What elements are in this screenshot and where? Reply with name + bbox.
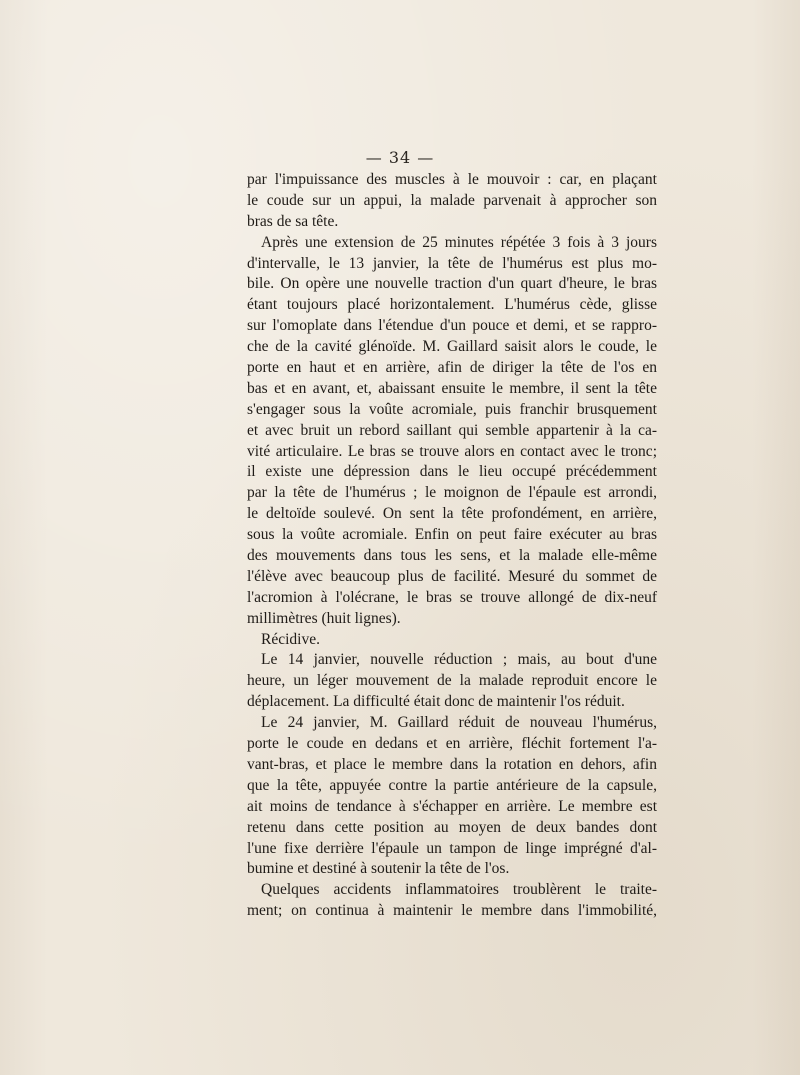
text-line: étant toujours placé horizontalement. L'humérus cède, glisse xyxy=(247,296,657,314)
text-line: che de la cavité glénoïde. M. Gaillard saisit alors le coude, le xyxy=(247,338,657,356)
text-line: l'élève avec beaucoup plus de facilité. Mesuré du sommet de xyxy=(247,567,657,585)
text-line: ment; on continua à maintenir le membre dans l'immobilité, xyxy=(247,902,657,920)
text-line: retenu dans cette position au moyen de deux bandes dont xyxy=(247,818,657,836)
text-line: il existe une dépression dans le lieu occupé précédemment xyxy=(247,463,657,481)
text-line: bas et en avant, et, abaissant ensuite le membre, il sent la tête xyxy=(247,379,657,397)
text-line: par l'impuissance des muscles à le mouvoir : car, en plaçant xyxy=(247,171,657,188)
text-line: l'une fixe derrière l'épaule un tampon de linge imprégné d'al- xyxy=(247,839,657,857)
text-line: porte le coude en dedans et en arrière, fléchit fortement l'a- xyxy=(247,735,657,753)
text-line: par la tête de l'humérus ; le moignon de l'épaule est arrondi, xyxy=(247,484,657,502)
text-line: s'engager sous la voûte acromiale, puis franchir brusquement xyxy=(247,400,657,418)
page-number: — 34 — xyxy=(365,148,435,167)
text-line: ait moins de tendance à s'échapper en arrière. Le membre est xyxy=(247,797,657,815)
text-line: bumine et destiné à soutenir la tête de l'os. xyxy=(247,860,510,878)
text-line: Après une extension de 25 minutes répétée 3 fois à 3 jours xyxy=(261,233,657,251)
text-line: que la tête, appuyée contre la partie antérieure de la capsule, xyxy=(247,776,657,794)
text-line: sous la voûte acromiale. Enfin on peut faire exécuter au bras xyxy=(247,526,657,544)
text-line: le deltoïde soulevé. On sent la tête profondément, en arrière, xyxy=(247,505,657,523)
text-line: vant-bras, et place le membre dans la rotation en dehors, afin xyxy=(247,755,657,773)
text-line: déplacement. La difficulté était donc de maintenir l'os réduit. xyxy=(247,693,625,711)
text-line: d'intervalle, le 13 janvier, la tête de l'humérus est plus mo- xyxy=(247,254,657,272)
text-line: vité articulaire. Le bras se trouve alors en contact avec le tronc; xyxy=(247,442,657,460)
text-line: le coude sur un appui, la malade parvenait à approcher son xyxy=(247,191,657,209)
text-line: et avec bruit un rebord saillant qui semble appartenir à la ca- xyxy=(247,421,657,439)
text-line: porte en haut et en arrière, afin de diriger la tête de l'os en xyxy=(247,359,657,377)
text-line: Le 14 janvier, nouvelle réduction ; mais, au bout d'une xyxy=(261,651,657,669)
text-line: millimètres (huit lignes). xyxy=(247,609,401,627)
body-text xyxy=(247,170,657,922)
text-line: l'acromion à l'olécrane, le bras se trouve allongé de dix-neuf xyxy=(247,588,657,606)
text-line: des mouvements dans tous les sens, et la malade elle-même xyxy=(247,547,657,565)
text-line: Le 24 janvier, M. Gaillard réduit de nouveau l'humérus, xyxy=(261,714,657,732)
text-line: Quelques accidents inflammatoires troublèrent le traite- xyxy=(261,881,657,899)
text-line: bras de sa tête. xyxy=(247,212,339,230)
text-line: Récidive. xyxy=(261,630,320,648)
text-line: heure, un léger mouvement de la malade reproduit encore le xyxy=(247,672,657,690)
text-line: sur l'omoplate dans l'étendue d'un pouce et demi, et se rappro- xyxy=(247,317,657,335)
text-line: bile. On opère une nouvelle traction d'un quart d'heure, le bras xyxy=(247,275,657,293)
